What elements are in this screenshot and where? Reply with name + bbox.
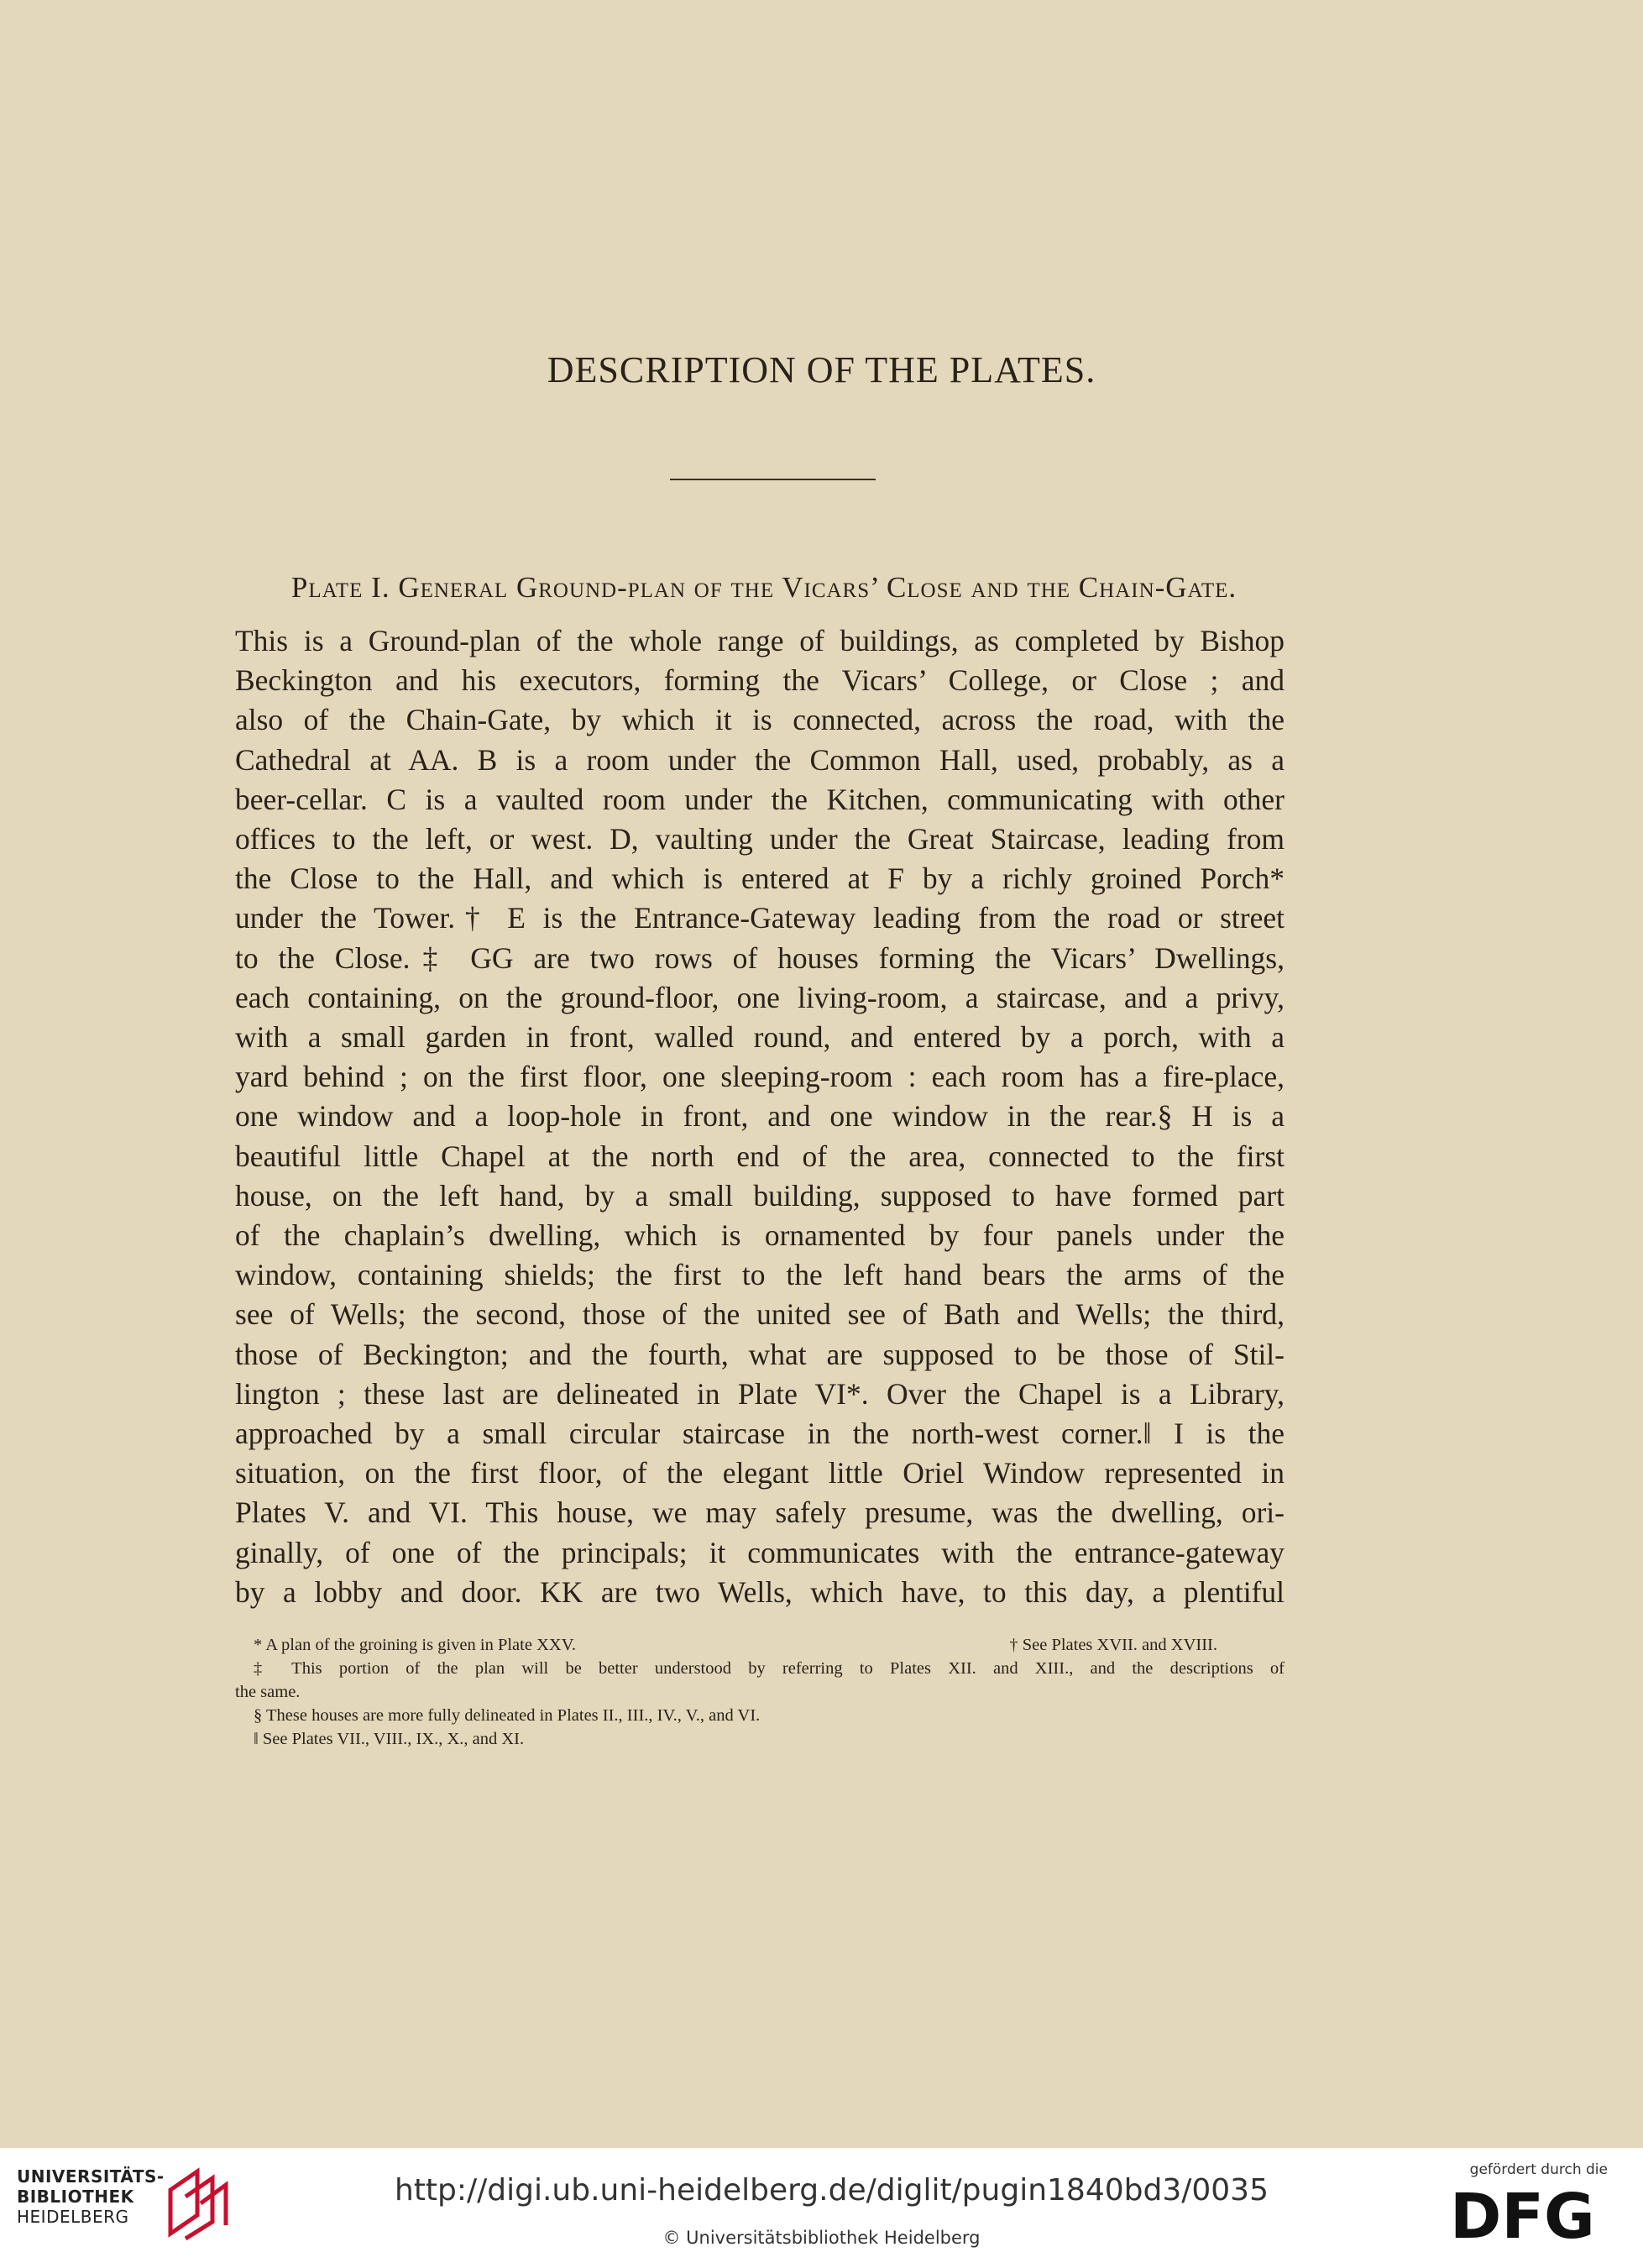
body-line: beer-cellar. C is a vaulted room under the Kitchen, communicating with other — [235, 782, 1285, 816]
body-line: house, on the left hand, by a small building, supposed to have formed part — [235, 1178, 1285, 1213]
body-line: see of Wells; the second, those of the united see of Bath and Wells; the third, — [235, 1297, 1285, 1332]
body-line: by a lobby and door. KK are two Wells, which have, to this day, a plentiful — [235, 1574, 1285, 1609]
body-line: of the chaplain’s dwelling, which is ornamented by four panels under the — [235, 1218, 1285, 1253]
library-name-line: HEIDELBERG — [17, 2207, 129, 2227]
footnote-row — [235, 1633, 1285, 1657]
title-rule — [670, 479, 876, 480]
body-line: situation, on the first floor, of the elegant little Oriel Window represented in — [235, 1456, 1285, 1490]
body-line: one window and a loop-hole in front, and one window in the rear.§ H is a — [235, 1099, 1285, 1134]
footnotes — [235, 1633, 1285, 1751]
body-line: to the Close.‡ GG are two rows of houses forming the Vicars’ Dwellings, — [235, 940, 1285, 975]
body-line: Cathedral at AA. B is a room under the Common Hall, used, probably, as a — [235, 742, 1285, 777]
footnote-continuation: the same. — [235, 1683, 301, 1701]
body-line: Beckington and his executors, forming the Vicars’ College, or Close ; and — [235, 663, 1285, 698]
permalink-url[interactable]: http://digi.ub.uni-heidelberg.de/diglit/pugin1840bd3/0035 — [395, 2173, 1269, 2208]
footnote: § These houses are more fully delineated in Plates II., III., IV., V., and VI. — [254, 1706, 761, 1725]
page-title: DESCRIPTION OF THE PLATES. — [547, 349, 1096, 390]
body-line: ginally, of one of the principals; it communicates with the entrance-gateway — [235, 1535, 1285, 1569]
dfg-logo-text: DFG — [1450, 2186, 1595, 2244]
body-line: approached by a small circular staircase in the north-west corner.‖ I is the — [235, 1417, 1285, 1451]
body-text — [235, 621, 1285, 1612]
footnote: ‖ See Plates VII., VIII., IX., X., and XI. — [254, 1730, 525, 1748]
body-line: those of Beckington; and the fourth, what are supposed to be those of Stil- — [235, 1337, 1285, 1371]
funding-label: gefördert durch die — [1469, 2161, 1608, 2178]
body-line: under the Tower.† E is the Entrance-Gateway leading from the road or street — [235, 901, 1285, 935]
library-name-line: BIBLIOTHEK — [17, 2187, 134, 2207]
library-name-line: UNIVERSITÄTS- — [17, 2166, 165, 2187]
body-line: with a small garden in front, walled round, and entered by a porch, with a — [235, 1020, 1285, 1055]
library-name — [17, 2166, 165, 2227]
body-line: the Close to the Hall, and which is entered at F by a richly groined Porch* — [235, 862, 1285, 896]
dfg-logo-icon — [1450, 2186, 1609, 2244]
copyright-notice: © Universitätsbibliothek Heidelberg — [662, 2228, 981, 2248]
body-line: Plates V. and VI. This house, we may safely presume, was the dwelling, ori- — [235, 1495, 1285, 1530]
viewer-footer — [0, 2148, 1643, 2268]
body-line: yard behind ; on the first floor, one sleeping-room : each room has a fire-place, — [235, 1060, 1285, 1094]
footnote: ‡ This portion of the plan will be better understood by referring to Plates XII. and XIII., and the descriptions of — [254, 1659, 1285, 1678]
body-line: also of the Chain-Gate, by which it is connected, across the road, with the — [235, 703, 1285, 737]
body-line: lington ; these last are delineated in Plate VI*. Over the Chapel is a Library, — [235, 1376, 1285, 1411]
body-line: each containing, on the ground-floor, one living-room, a staircase, and a privy, — [235, 980, 1285, 1014]
body-line: offices to the left, or west. D, vaulting under the Great Staircase, leading from — [235, 822, 1285, 856]
body-line: window, containing shields; the first to the left hand bears the arms of the — [235, 1258, 1285, 1292]
footnote: * A plan of the groining is given in Plate XXV. — [254, 1636, 576, 1654]
body-line: beautiful little Chapel at the north end of the area, connected to the first — [235, 1139, 1285, 1173]
footnote: † See Plates XVII. and XVIII. — [1009, 1636, 1217, 1654]
body-line: This is a Ground-plan of the whole range of buildings, as completed by Bishop — [235, 624, 1285, 657]
plate-heading: Plate I. General Ground-plan of the Vicars’ Close and the Chain-Gate. — [290, 571, 1237, 604]
